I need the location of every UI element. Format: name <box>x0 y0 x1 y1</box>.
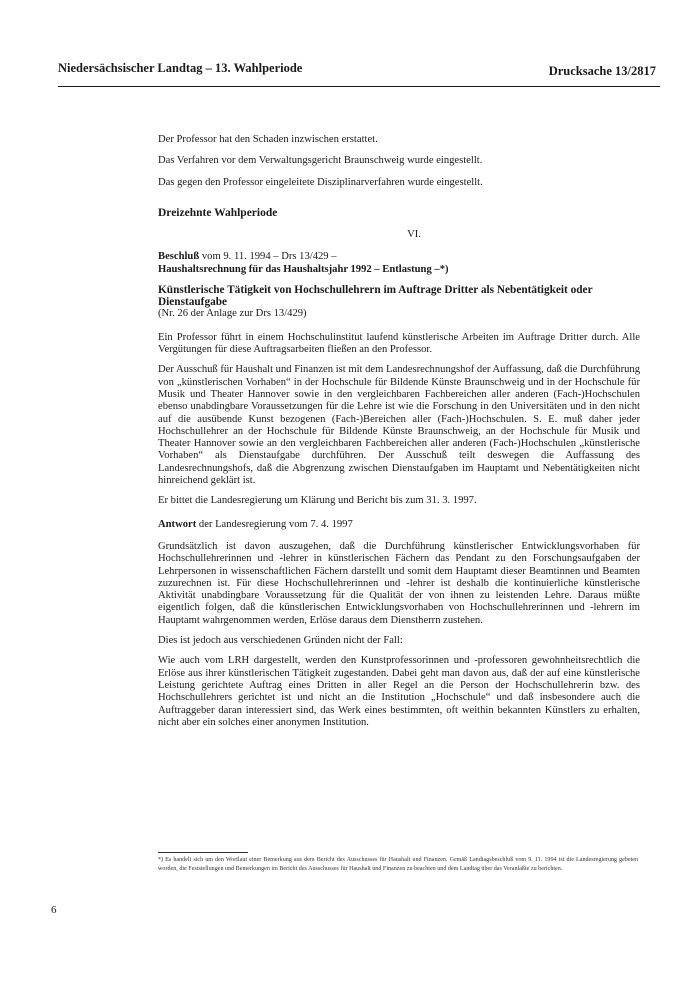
footnote-divider <box>158 852 248 853</box>
paragraph: Wie auch vom LRH dargestellt, werden den Kunstprofessorinnen und -professoren gewohnheitsrechtlich die Erlöse aus ihrer künstlerischen Tätigkeit zugestanden. Dabei geht man davon aus, daß der auf eine künstlerische Leistung gerichtete Auftrag eines Dritten in aller Regel an die Person der Hochschullehrerin bzw. des Hochschullehrers gerichtet ist und nicht an die Institution „Hochschule“ und daß insbesondere auch die Auftraggeber daran interessiert sind, das Werk eines bestimmten, oft weithin bekannten Künstlers zu erhalten, nicht aber ein solches einer anonymen Institution. <box>158 655 640 728</box>
answer-heading <box>158 519 640 531</box>
section-numeral: VI. <box>407 229 421 241</box>
answer-label: Antwort <box>158 518 197 530</box>
intro-line: Der Professor hat den Schaden inzwischen erstattet. <box>158 134 378 145</box>
paragraph: Er bittet die Landesregierung um Klärung und Bericht bis zum 31. 3. 1997. <box>158 495 477 507</box>
answer-date: der Landesregierung vom 7. 4. 1997 <box>196 518 353 530</box>
footnote: *) Es handelt sich um den Wortlaut einer Bemerkung aus dem Bericht des Ausschusses für Haushalt und Finanzen. Gemäß Landtagsbeschluß vom 9. 11. 1994 ist die Landesregierung gebeten worden, die Feststellungen und Bemerkungen im Bericht des Ausschusses für Haushalt und Finanzen zu beachten und dem Landtag über das Veranlaßte zu berichten. <box>158 857 638 873</box>
topic-title: Künstlerische Tätigkeit von Hochschullehrern im Auftrage Dritter als Nebentätigkeit oder Dienstaufgabe <box>158 284 593 309</box>
paragraph: Dies ist jedoch aus verschiedenen Gründen nicht der Fall: <box>158 635 403 647</box>
paragraph: Grundsätzlich ist davon auszugehen, daß die Durchführung künstlerischer Entwicklungsvorhaben für Hochschullehrerinnen und -lehrer in künstlerischen Fächern das Pendant zu den Forschungsaufgaben der Lehrpersonen in wissenschaftlichen Fächern darstellt und somit dem Hauptamt dieser Beamtinnen und Beamten zuzurechnen ist. Für diese Hochschullehrerinnen und -lehrer ist deshalb die kontinuierliche künstlerische Aktivität unabdingbare Voraussetzung für die Qualität der von ihnen zu leistenden Lehre. Daraus müßte eigentlich folgen, daß die künstlerischen Entwicklungsvorhaben von Hochschullehrerinnen und -lehrern im Hauptamt wahrgenommen werden, Erlöse daraus dem Dienstherrn zustehen. <box>158 540 640 626</box>
paragraph: Der Ausschuß für Haushalt und Finanzen ist mit dem Landesrechnungshof der Auffassung, daß die Durchführung von „künstlerischen Vorhaben“ in der Hochschule für Bildende Künste Braunschweig und in der Hochschule für Musik und Theater Hannover sowie in den vergleichbaren Fachbereichen aller anderen (Fach-)Hochschulen ebenso unabdingbare Voraussetzungen für die Lehre ist wie die Forschung in den Universitäten und in den nicht auf die ausübende Kunst bezogenen (Fach-)Bereichen aller (Fach-)Hochschulen. S. E. muß daher jeder Hochschullehrer an der Hochschule für Bildende Künste Braunschweig, an der Hochschule für Musik und Theater Hannover sowie an den vergleichbaren Fachbereichen aller anderen (Fach-)Hochschulen „künstlerische Vorhaben“ als Dienstaufgabe durchführen. Der Ausschuß teilt deswegen die Auffassung des Landesrechnungshofs, daß die Abgrenzung zwischen Dienstaufgaben im Hauptamt und Nebentätigkeiten nicht hinreichend geklärt ist. <box>158 364 641 487</box>
parliament-title: Niedersächsischer Landtag – 13. Wahlperiode <box>58 61 303 75</box>
topic-reference: (Nr. 26 der Anlage zur Drs 13/429) <box>158 308 307 320</box>
resolution-subject: Haushaltsrechnung für das Haushaltsjahr 1992 – Entlastung –*) <box>158 264 449 276</box>
document-body <box>158 134 640 737</box>
document-number: Drucksache 13/2817 <box>548 64 656 78</box>
paragraph: Ein Professor führt in einem Hochschulinstitut laufend künstlerische Arbeiten im Auftrage Dritter durch. Alle Vergütungen für diese Auftragsarbeiten fließen an den Professor. <box>158 331 640 356</box>
intro-line: Das gegen den Professor eingeleitete Disziplinarverfahren wurde eingestellt. <box>158 176 483 188</box>
page-number: 6 <box>51 904 57 916</box>
page-header <box>58 56 660 87</box>
resolution-date: vom 9. 11. 1994 – Drs 13/429 – <box>199 251 337 263</box>
intro-line: Das Verfahren vor dem Verwaltungsgericht Braunschweig wurde eingestellt. <box>158 155 483 167</box>
resolution-label: Beschluß <box>158 251 200 263</box>
section-title: Dreizehnte Wahlperiode <box>158 206 278 219</box>
resolution-heading <box>158 250 640 276</box>
